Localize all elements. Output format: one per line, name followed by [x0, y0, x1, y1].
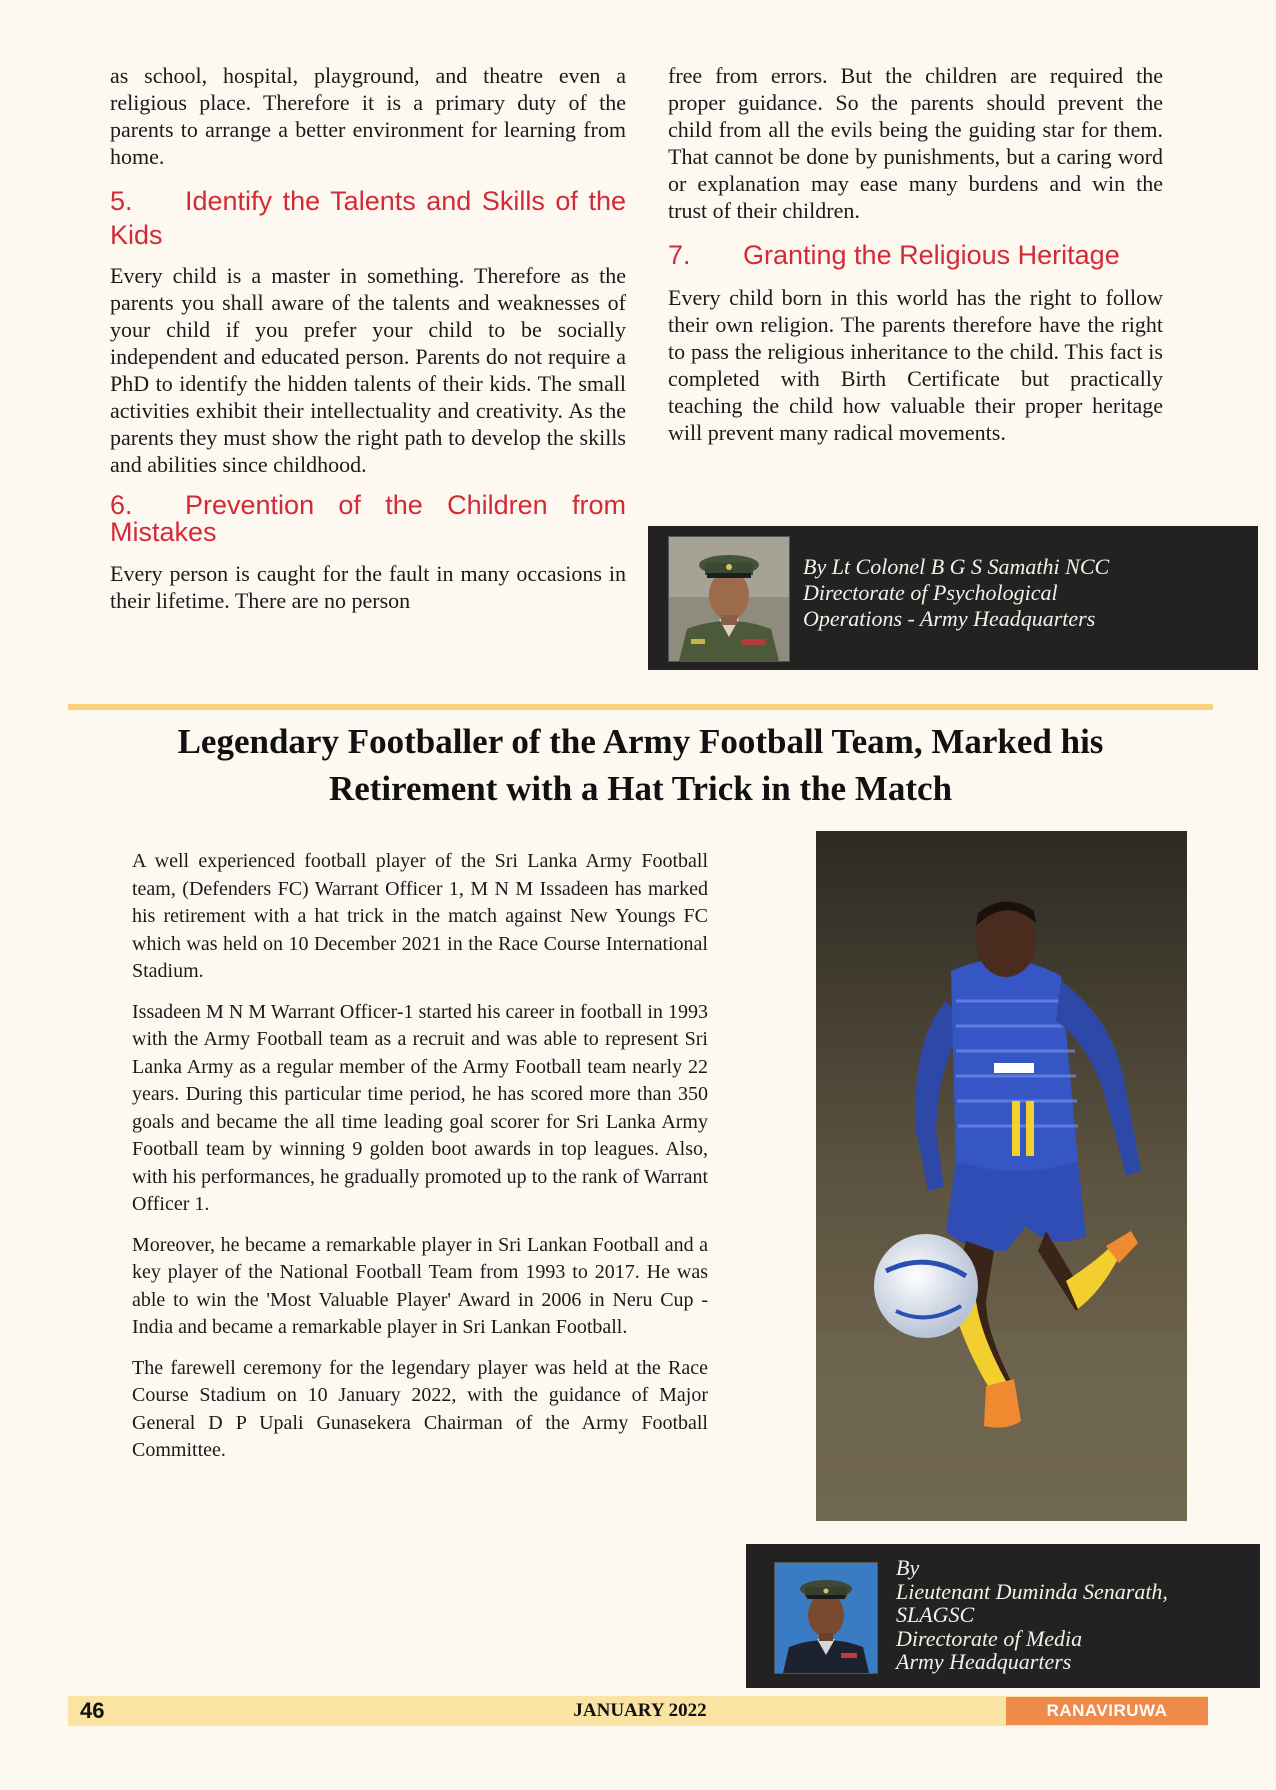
author-byline-box: [648, 526, 1258, 670]
page-number: 46: [80, 1698, 105, 1723]
footballer-photo: [816, 831, 1187, 1521]
section-7-heading-text: Granting the Religious Heritage: [743, 240, 1120, 270]
left-column: [110, 62, 626, 614]
byline-directorate: Directorate of Psychological: [803, 580, 1058, 605]
section-7-number: 7.: [668, 240, 691, 270]
author-portrait-photo: [668, 536, 790, 662]
footballer-running-with-ball-image: [816, 831, 1187, 1521]
byline-author-name: By Lt Colonel B G S Samathi NCC: [803, 554, 1110, 579]
byline-organization: Operations - Army Headquarters: [803, 606, 1096, 631]
article-title: [68, 718, 1213, 812]
section-5-body: Every child is a master in something. Therefore as the parents you shall aware of the talents and weaknesses of your child if you prefer your child to be socially independent and educated person. Parents do not require a PhD to identify the hidden talents of their kids. The small activities exhibit their intellectuality and creativity. As the parents they must show the right path to develop the skills and abilities since childhood.: [110, 263, 626, 477]
section-6-body: Every person is caught for the fault in many occasions in their lifetime. There are no person: [110, 561, 626, 613]
byline-directorate-2: Directorate of Media: [896, 1625, 1083, 1651]
author-byline-text-2: [896, 1556, 1251, 1674]
section-divider: [68, 704, 1213, 710]
section-5-heading-text: Identify the Talents and Skills of the Kids: [110, 186, 626, 250]
section-5-heading: [110, 184, 626, 252]
section-7-body: Every child born in this world has the right to follow their own religion. The parents therefore have the right to pass the religious inheritance to the child. This fact is completed with Birth Certificate but practically teaching the child how valuable their proper heritage will prevent many radical movements.: [668, 285, 1163, 445]
byline-organization-2: Army Headquarters: [896, 1649, 1072, 1674]
section-7-heading: [668, 238, 1163, 272]
article-body: [132, 848, 708, 1465]
right-intro-paragraph: free from errors. But the children are required the proper guidance. So the parents should prevent the child from all the evils being the guiding star for them. That cannot be done by punishments, but a caring word or explanation may ease many burdens and win the trust of their children.: [668, 63, 1163, 223]
article-title-line-1: Legendary Footballer of the Army Football Team, Marked his: [177, 722, 1104, 761]
right-column: [668, 62, 1163, 446]
author-byline-box-2: [746, 1544, 1260, 1688]
left-intro-paragraph: as school, hospital, playground, and theatre even a religious place. Therefore it is a primary duty of the parents to arrange a better environment for learning from home.: [110, 63, 626, 169]
author-byline-text: [803, 554, 1243, 632]
section-5-number: 5.: [110, 186, 133, 216]
byline-by: By: [896, 1555, 920, 1580]
section-6-heading: [110, 492, 626, 546]
article-paragraph-4: The farewell ceremony for the legendary player was held at the Race Course Stadium on 10 January 2022, with the guidance of Major General D P Upali Gunasekera Chairman of the Army Football Committee.: [132, 1356, 708, 1461]
article-paragraph-1: A well experienced football player of the Sri Lanka Army Football team, (Defenders FC) Warrant Officer 1, M N M Issadeen has marked his retirement with a hat trick in the match against New Youngs FC which was held on 10 December 2021 in the Race Course International Stadium.: [132, 850, 708, 982]
byline-author-unit: SLAGSC: [896, 1602, 975, 1627]
officer-portrait-icon-2: [775, 1563, 877, 1673]
author-portrait-photo-2: [774, 1562, 878, 1674]
section-6-heading-text: Prevention of the Children from Mistakes: [110, 490, 626, 547]
article-paragraph-2: Issadeen M N M Warrant Officer-1 started his career in football in 1993 with the Army Football team as a recruit and was able to represent Sri Lanka Army as a regular member of the Army Football team nearly 22 years. During this particular time period, he has scored more than 350 goals and became the all time leading goal scorer for Sri Lanka Army Football team by winning 9 golden boot awards in top leagues. Also, with his performances, he gradually promoted up to the rank of Warrant Officer 1.: [132, 1000, 708, 1215]
article-title-line-2: Retirement with a Hat Trick in the Match: [328, 769, 953, 808]
officer-portrait-icon: [669, 537, 789, 661]
section-6-number: 6.: [110, 490, 133, 520]
byline-author-name-2: Lieutenant Duminda Senarath,: [896, 1578, 1168, 1604]
magazine-brand-badge: RANAVIRUWA: [1006, 1697, 1208, 1725]
issue-date: JANUARY 2022: [573, 1700, 707, 1721]
article-paragraph-3: Moreover, he became a remarkable player in Sri Lankan Football and a key player of the National Football Team from 1993 to 2017. He was able to win the 'Most Valuable Player' Award in 2006 in Neru Cup - India and became a remarkable player in Sri Lankan Football.: [132, 1233, 708, 1338]
